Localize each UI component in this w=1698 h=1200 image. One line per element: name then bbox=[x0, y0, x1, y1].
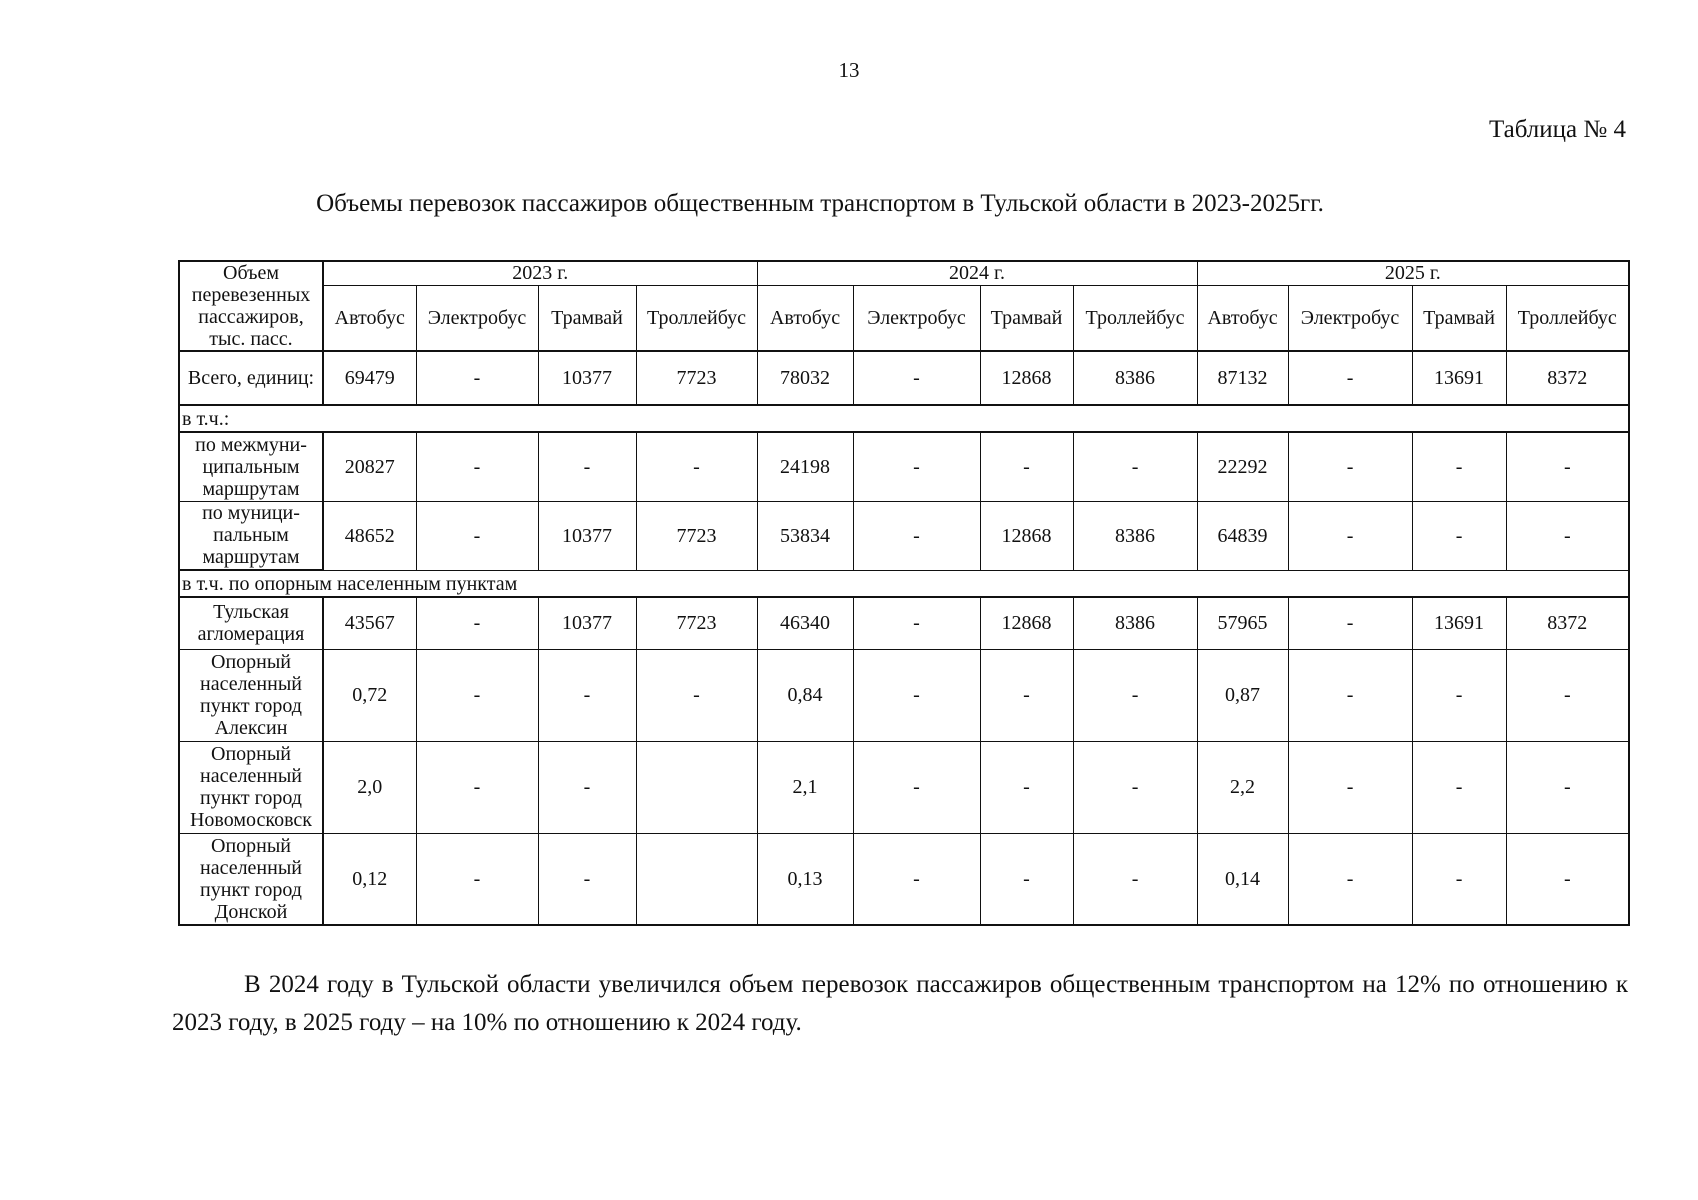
table-cell: - bbox=[1506, 432, 1629, 501]
vehicle-header: Троллейбус bbox=[1073, 285, 1197, 351]
table-cell: - bbox=[1288, 649, 1412, 741]
table-cell: 10377 bbox=[538, 351, 636, 405]
section-row bbox=[179, 405, 1629, 432]
table-cell: - bbox=[1506, 649, 1629, 741]
section-label: в т.ч. по опорным населенным пунктам bbox=[179, 570, 1629, 597]
table-cell: - bbox=[1412, 649, 1506, 741]
table-cell: - bbox=[853, 833, 980, 925]
table-row bbox=[179, 741, 1629, 833]
table-cell: 0,13 bbox=[757, 833, 853, 925]
table-cell: - bbox=[1288, 351, 1412, 405]
table-cell: 48652 bbox=[323, 501, 416, 570]
table-cell: 0,14 bbox=[1197, 833, 1288, 925]
table-cell: 8372 bbox=[1506, 597, 1629, 649]
table-cell: - bbox=[416, 597, 538, 649]
table-cell: - bbox=[1412, 741, 1506, 833]
table-cell: 46340 bbox=[757, 597, 853, 649]
table-cell: 2,2 bbox=[1197, 741, 1288, 833]
table-cell: - bbox=[1073, 741, 1197, 833]
table-cell: 78032 bbox=[757, 351, 853, 405]
table-cell: 12868 bbox=[980, 501, 1073, 570]
table-row-total bbox=[179, 351, 1629, 405]
year-header-2024: 2024 г. bbox=[757, 261, 1197, 285]
table-cell: - bbox=[1073, 432, 1197, 501]
table-cell: - bbox=[416, 741, 538, 833]
table-cell: - bbox=[416, 649, 538, 741]
table-cell: - bbox=[1288, 833, 1412, 925]
passenger-volume-table bbox=[178, 260, 1630, 926]
table-cell: - bbox=[1506, 833, 1629, 925]
table-cell: - bbox=[980, 741, 1073, 833]
table-cell: - bbox=[853, 649, 980, 741]
row-label: Всего, единиц: bbox=[179, 351, 323, 405]
table-row bbox=[179, 597, 1629, 649]
table-cell: - bbox=[1073, 649, 1197, 741]
table-cell: 7723 bbox=[636, 351, 757, 405]
vehicle-header: Электробус bbox=[853, 285, 980, 351]
table-cell: - bbox=[980, 649, 1073, 741]
row-label: Тульская агломерация bbox=[179, 597, 323, 649]
vehicle-header: Трамвай bbox=[538, 285, 636, 351]
table-row bbox=[179, 432, 1629, 501]
table-cell: 10377 bbox=[538, 501, 636, 570]
page-number: 13 bbox=[838, 58, 860, 82]
table-cell: 20827 bbox=[323, 432, 416, 501]
table-cell: 8386 bbox=[1073, 597, 1197, 649]
row-label: по межмуни-ципальным маршрутам bbox=[179, 432, 323, 501]
table-cell: - bbox=[636, 649, 757, 741]
summary-text: В 2024 году в Тульской области увеличился объем перевозок пассажиров общественным транспортом на 12% по отношению к 2023 году, в 2025 году – на 10% по отношению к 2024 году. bbox=[172, 971, 1628, 1036]
row-label: Опорный населенный пункт город Донской bbox=[179, 833, 323, 925]
table-cell: 0,72 bbox=[323, 649, 416, 741]
table-cell: - bbox=[980, 833, 1073, 925]
corner-header-cell: Объем перевезенных пассажиров, тыс. пасс. bbox=[179, 261, 323, 351]
table-cell: - bbox=[1288, 597, 1412, 649]
table-cell bbox=[636, 833, 757, 925]
table-cell: 0,12 bbox=[323, 833, 416, 925]
table-cell: 69479 bbox=[323, 351, 416, 405]
table-cell: - bbox=[538, 833, 636, 925]
table-cell: 8372 bbox=[1506, 351, 1629, 405]
table-cell: - bbox=[853, 597, 980, 649]
table-cell: 87132 bbox=[1197, 351, 1288, 405]
table-cell: - bbox=[416, 833, 538, 925]
table-row bbox=[179, 649, 1629, 741]
table-cell: 7723 bbox=[636, 597, 757, 649]
section-row bbox=[179, 570, 1629, 597]
vehicle-header: Автобус bbox=[1197, 285, 1288, 351]
table-cell: - bbox=[538, 741, 636, 833]
table-cell: - bbox=[1506, 501, 1629, 570]
table-cell: - bbox=[1073, 833, 1197, 925]
table-cell bbox=[636, 741, 757, 833]
table-cell: - bbox=[1288, 432, 1412, 501]
vehicle-header: Электробус bbox=[416, 285, 538, 351]
table-row bbox=[179, 833, 1629, 925]
table-cell: 53834 bbox=[757, 501, 853, 570]
table-cell: 10377 bbox=[538, 597, 636, 649]
vehicle-header: Автобус bbox=[323, 285, 416, 351]
table-cell: 7723 bbox=[636, 501, 757, 570]
table-cell: 13691 bbox=[1412, 597, 1506, 649]
table-cell: - bbox=[853, 432, 980, 501]
table-cell: - bbox=[1288, 501, 1412, 570]
table-caption: Таблица № 4 bbox=[1488, 116, 1626, 143]
summary-paragraph bbox=[172, 966, 1628, 1042]
vehicle-header: Трамвай bbox=[1412, 285, 1506, 351]
year-header-2023: 2023 г. bbox=[323, 261, 757, 285]
row-label: Опорный населенный пункт город Новомосковск bbox=[179, 741, 323, 833]
table-cell: - bbox=[1412, 833, 1506, 925]
table-cell: 8386 bbox=[1073, 351, 1197, 405]
vehicle-header: Электробус bbox=[1288, 285, 1412, 351]
table-cell: 2,1 bbox=[757, 741, 853, 833]
table-cell: - bbox=[416, 501, 538, 570]
vehicle-header: Трамвай bbox=[980, 285, 1073, 351]
table-cell: 12868 bbox=[980, 597, 1073, 649]
table-cell: - bbox=[853, 351, 980, 405]
table-cell: - bbox=[1288, 741, 1412, 833]
table-title: Объемы перевозок пассажиров общественным транспортом в Тульской области в 2023-2025гг. bbox=[316, 190, 1324, 217]
table-cell: 12868 bbox=[980, 351, 1073, 405]
table-cell: 64839 bbox=[1197, 501, 1288, 570]
vehicle-header: Троллейбус bbox=[1506, 285, 1629, 351]
table-cell: - bbox=[538, 649, 636, 741]
row-label: Опорный населенный пункт город Алексин bbox=[179, 649, 323, 741]
table-cell: - bbox=[416, 351, 538, 405]
vehicle-header: Троллейбус bbox=[636, 285, 757, 351]
table-cell: 57965 bbox=[1197, 597, 1288, 649]
section-label: в т.ч.: bbox=[179, 405, 1629, 432]
table-cell: - bbox=[1506, 741, 1629, 833]
table-cell: - bbox=[636, 432, 757, 501]
table-cell: - bbox=[853, 741, 980, 833]
table-cell: 43567 bbox=[323, 597, 416, 649]
table-cell: 8386 bbox=[1073, 501, 1197, 570]
table-cell: 2,0 bbox=[323, 741, 416, 833]
table-cell: - bbox=[416, 432, 538, 501]
year-header-2025: 2025 г. bbox=[1197, 261, 1629, 285]
table-cell: - bbox=[1412, 501, 1506, 570]
table-cell: 0,84 bbox=[757, 649, 853, 741]
table-cell: - bbox=[1412, 432, 1506, 501]
row-label: по муници-пальным маршрутам bbox=[179, 501, 323, 570]
table-row bbox=[179, 501, 1629, 570]
table-cell: - bbox=[853, 501, 980, 570]
table-cell: 24198 bbox=[757, 432, 853, 501]
table-cell: - bbox=[980, 432, 1073, 501]
table-cell: - bbox=[538, 432, 636, 501]
table-cell: 13691 bbox=[1412, 351, 1506, 405]
table-cell: 0,87 bbox=[1197, 649, 1288, 741]
table-cell: 22292 bbox=[1197, 432, 1288, 501]
vehicle-header: Автобус bbox=[757, 285, 853, 351]
